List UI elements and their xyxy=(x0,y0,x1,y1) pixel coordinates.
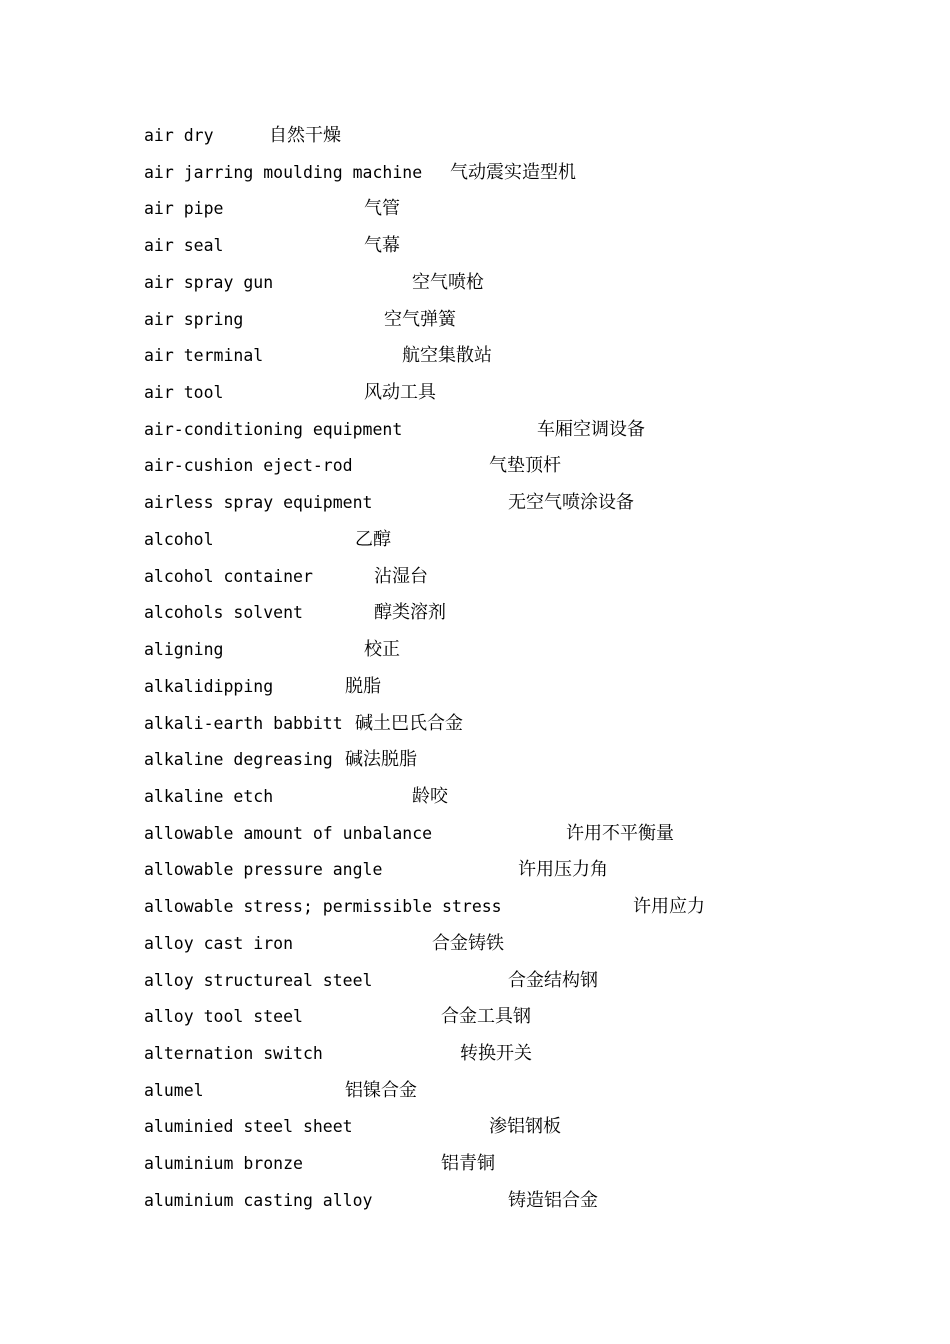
english-term: allowable amount of unbalance xyxy=(144,823,433,843)
glossary-entry xyxy=(0,1077,950,1105)
english-term: alcohol container xyxy=(144,566,313,586)
chinese-translation: 脱脂 xyxy=(345,675,381,697)
chinese-translation: 沾湿台 xyxy=(374,565,428,587)
chinese-translation: 许用应力 xyxy=(633,896,705,918)
english-term: alkalidipping xyxy=(144,676,274,696)
glossary-entry xyxy=(0,893,950,921)
glossary-entry xyxy=(0,1187,950,1215)
glossary-entry xyxy=(0,599,950,627)
english-term: allowable stress; permissible stress xyxy=(144,897,502,917)
english-term: airless spray equipment xyxy=(144,493,373,513)
english-term: aluminium bronze xyxy=(144,1154,303,1174)
english-term: alcohols solvent xyxy=(144,603,303,623)
chinese-translation: 渗铝钢板 xyxy=(489,1116,561,1138)
chinese-translation: 无空气喷涂设备 xyxy=(508,492,634,514)
english-term: alkali-earth babbitt xyxy=(144,713,343,733)
glossary-entry xyxy=(0,232,950,260)
english-term: air pipe xyxy=(144,199,224,219)
chinese-translation: 气动震实造型机 xyxy=(450,161,576,183)
chinese-translation: 碱法脱脂 xyxy=(345,749,417,771)
chinese-translation: 碱土巴氏合金 xyxy=(355,712,463,734)
chinese-translation: 气管 xyxy=(364,198,400,220)
glossary-entry xyxy=(0,1003,950,1031)
chinese-translation: 气幕 xyxy=(364,235,400,257)
chinese-translation: 气垫顶杆 xyxy=(489,455,561,477)
glossary-entry xyxy=(0,1150,950,1178)
chinese-translation: 空气弹簧 xyxy=(384,308,456,330)
glossary-entry xyxy=(0,930,950,958)
glossary-entry xyxy=(0,195,950,223)
english-term: air terminal xyxy=(144,346,264,366)
glossary-entry xyxy=(0,636,950,664)
english-term: air spring xyxy=(144,309,244,329)
chinese-translation: 铸造铝合金 xyxy=(508,1189,598,1211)
glossary-entry xyxy=(0,489,950,517)
english-term: air tool xyxy=(144,383,224,403)
chinese-translation: 许用压力角 xyxy=(518,859,608,881)
glossary-entry xyxy=(0,1113,950,1141)
english-term: aluminium casting alloy xyxy=(144,1190,373,1210)
english-term: allowable pressure angle xyxy=(144,860,383,880)
glossary-entry xyxy=(0,563,950,591)
chinese-translation: 车厢空调设备 xyxy=(537,418,645,440)
chinese-translation: 自然干燥 xyxy=(269,125,341,146)
english-term: aligning xyxy=(144,640,224,660)
glossary-entry xyxy=(0,416,950,444)
english-term: alumel xyxy=(144,1080,204,1100)
chinese-translation: 龄咬 xyxy=(412,785,448,807)
english-term: aluminied steel sheet xyxy=(144,1117,353,1137)
glossary-entry xyxy=(0,526,950,554)
glossary-entry xyxy=(0,122,950,150)
chinese-translation: 铝青铜 xyxy=(441,1153,495,1175)
english-term: alkaline etch xyxy=(144,786,274,806)
chinese-translation: 转换开关 xyxy=(460,1043,532,1064)
english-term: alcohol xyxy=(144,529,214,549)
glossary-entry xyxy=(0,159,950,187)
english-term: air-cushion eject-rod xyxy=(144,456,353,476)
glossary-entry xyxy=(0,1040,950,1068)
glossary-entry xyxy=(0,673,950,701)
glossary-entry xyxy=(0,452,950,480)
chinese-translation: 许用不平衡量 xyxy=(566,822,674,844)
glossary-entry xyxy=(0,967,950,995)
english-term: alloy cast iron xyxy=(144,933,294,953)
glossary-entry xyxy=(0,379,950,407)
chinese-translation: 合金工具钢 xyxy=(441,1006,531,1028)
chinese-translation: 风动工具 xyxy=(364,382,436,404)
glossary-entry xyxy=(0,710,950,738)
chinese-translation: 合金铸铁 xyxy=(432,932,504,954)
glossary-entry xyxy=(0,306,950,334)
english-term: air jarring moulding machine xyxy=(144,162,423,182)
chinese-translation: 空气喷枪 xyxy=(412,271,484,293)
chinese-translation: 航空集散站 xyxy=(402,345,492,367)
chinese-translation: 醇类溶剂 xyxy=(374,602,446,624)
chinese-translation: 乙醇 xyxy=(355,528,391,550)
glossary-entry xyxy=(0,746,950,774)
english-term: alloy structureal steel xyxy=(144,970,373,990)
english-term: air seal xyxy=(144,236,224,256)
english-term: air dry xyxy=(144,126,214,145)
glossary-entry xyxy=(0,269,950,297)
glossary-entry xyxy=(0,856,950,884)
english-term: alloy tool steel xyxy=(144,1007,303,1027)
english-term: alternation switch xyxy=(144,1044,323,1063)
glossary-entry xyxy=(0,820,950,848)
chinese-translation: 铝镍合金 xyxy=(345,1079,417,1101)
chinese-translation: 合金结构钢 xyxy=(508,969,598,991)
glossary-entry xyxy=(0,783,950,811)
english-term: alkaline degreasing xyxy=(144,750,333,770)
glossary-entry xyxy=(0,342,950,370)
chinese-translation: 校正 xyxy=(364,639,400,661)
english-term: air spray gun xyxy=(144,272,274,292)
english-term: air-conditioning equipment xyxy=(144,419,403,439)
